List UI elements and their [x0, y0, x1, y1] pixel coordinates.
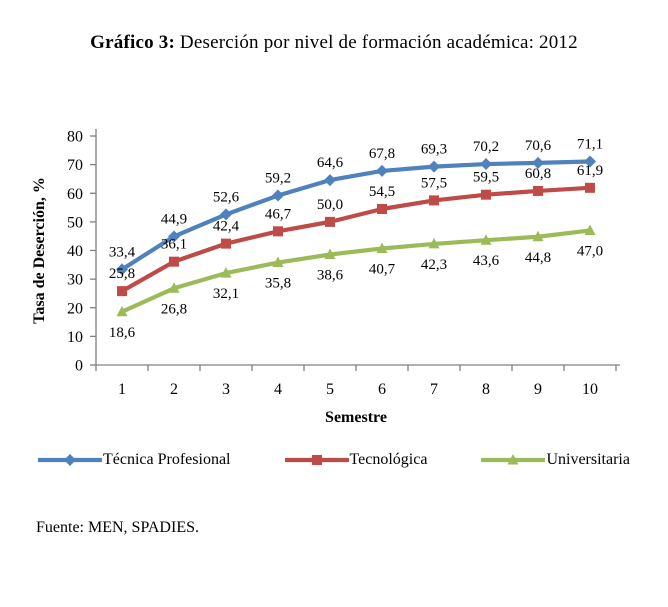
svg-text:20: 20: [67, 300, 83, 318]
svg-text:69,3: 69,3: [420, 141, 448, 158]
svg-text:44,9: 44,9: [160, 211, 188, 228]
svg-text:61,9: 61,9: [576, 162, 604, 179]
svg-text:44,8: 44,8: [524, 249, 552, 266]
source-note: Fuente: MEN, SPADIES.: [36, 519, 199, 536]
legend-label: Tecnológica: [349, 451, 428, 468]
series-2: [117, 224, 596, 316]
svg-text:42,3: 42,3: [420, 256, 448, 273]
legend-label: Universitaria: [546, 451, 630, 468]
line-chart: [0, 92, 668, 437]
svg-text:50,0: 50,0: [316, 196, 344, 213]
chart-title-rest: Deserción por nivel de formación académica: 2012: [174, 32, 578, 53]
legend-label: Técnica Profesional: [103, 451, 231, 468]
svg-text:9: 9: [534, 381, 542, 398]
svg-text:46,7: 46,7: [264, 206, 292, 223]
svg-text:47,0: 47,0: [576, 243, 604, 260]
svg-text:32,1: 32,1: [212, 286, 240, 303]
svg-text:70,6: 70,6: [524, 137, 552, 154]
legend-item-universitaria: [481, 451, 630, 469]
svg-text:10: 10: [67, 328, 83, 346]
svg-text:42,4: 42,4: [212, 218, 240, 235]
svg-text:3: 3: [222, 381, 230, 398]
svg-text:70: 70: [67, 157, 83, 175]
legend-marker-diamond-icon: [38, 451, 102, 469]
svg-text:54,5: 54,5: [368, 183, 396, 200]
legend-marker-square-icon: [285, 451, 349, 469]
svg-text:59,2: 59,2: [264, 170, 292, 187]
legend: [0, 451, 668, 469]
chart-title-prefix: Gráfico 3:: [90, 32, 175, 53]
svg-text:26,8: 26,8: [160, 301, 188, 318]
legend-item-tecnica-profesional: [38, 451, 231, 469]
chart-title: [8, 32, 660, 54]
svg-text:0: 0: [75, 357, 83, 375]
legend-item-tecnologica: [285, 451, 428, 469]
svg-text:50: 50: [67, 214, 83, 232]
svg-text:59,5: 59,5: [472, 169, 500, 186]
svg-text:4: 4: [274, 381, 282, 398]
svg-text:57,5: 57,5: [420, 175, 448, 192]
svg-text:35,8: 35,8: [264, 275, 292, 292]
svg-text:43,6: 43,6: [472, 253, 500, 270]
svg-text:5: 5: [326, 381, 334, 398]
svg-text:40,7: 40,7: [368, 261, 396, 278]
svg-text:80: 80: [67, 128, 83, 146]
svg-text:6: 6: [378, 381, 386, 398]
svg-text:40: 40: [67, 243, 83, 260]
svg-text:1: 1: [118, 381, 126, 398]
legend-marker-triangle-icon: [481, 451, 545, 469]
svg-text:52,6: 52,6: [212, 189, 240, 206]
svg-text:2: 2: [170, 381, 178, 398]
svg-text:10: 10: [582, 381, 598, 398]
svg-text:33,4: 33,4: [108, 244, 136, 261]
svg-text:Semestre: Semestre: [325, 409, 387, 426]
svg-text:64,6: 64,6: [316, 155, 344, 172]
svg-text:Tasa de Deserción, %: Tasa de Deserción, %: [31, 177, 48, 324]
svg-text:60,8: 60,8: [524, 165, 552, 182]
svg-text:25,8: 25,8: [108, 266, 136, 283]
svg-text:7: 7: [430, 381, 438, 398]
svg-text:70,2: 70,2: [472, 139, 500, 156]
svg-text:36,1: 36,1: [160, 236, 188, 253]
svg-text:8: 8: [482, 381, 490, 398]
svg-text:67,8: 67,8: [368, 145, 396, 162]
figure-page: [0, 32, 668, 537]
svg-text:30: 30: [67, 271, 83, 289]
svg-text:38,6: 38,6: [316, 267, 344, 284]
svg-text:60: 60: [67, 185, 83, 203]
svg-text:71,1: 71,1: [576, 136, 604, 153]
svg-text:18,6: 18,6: [108, 324, 136, 341]
